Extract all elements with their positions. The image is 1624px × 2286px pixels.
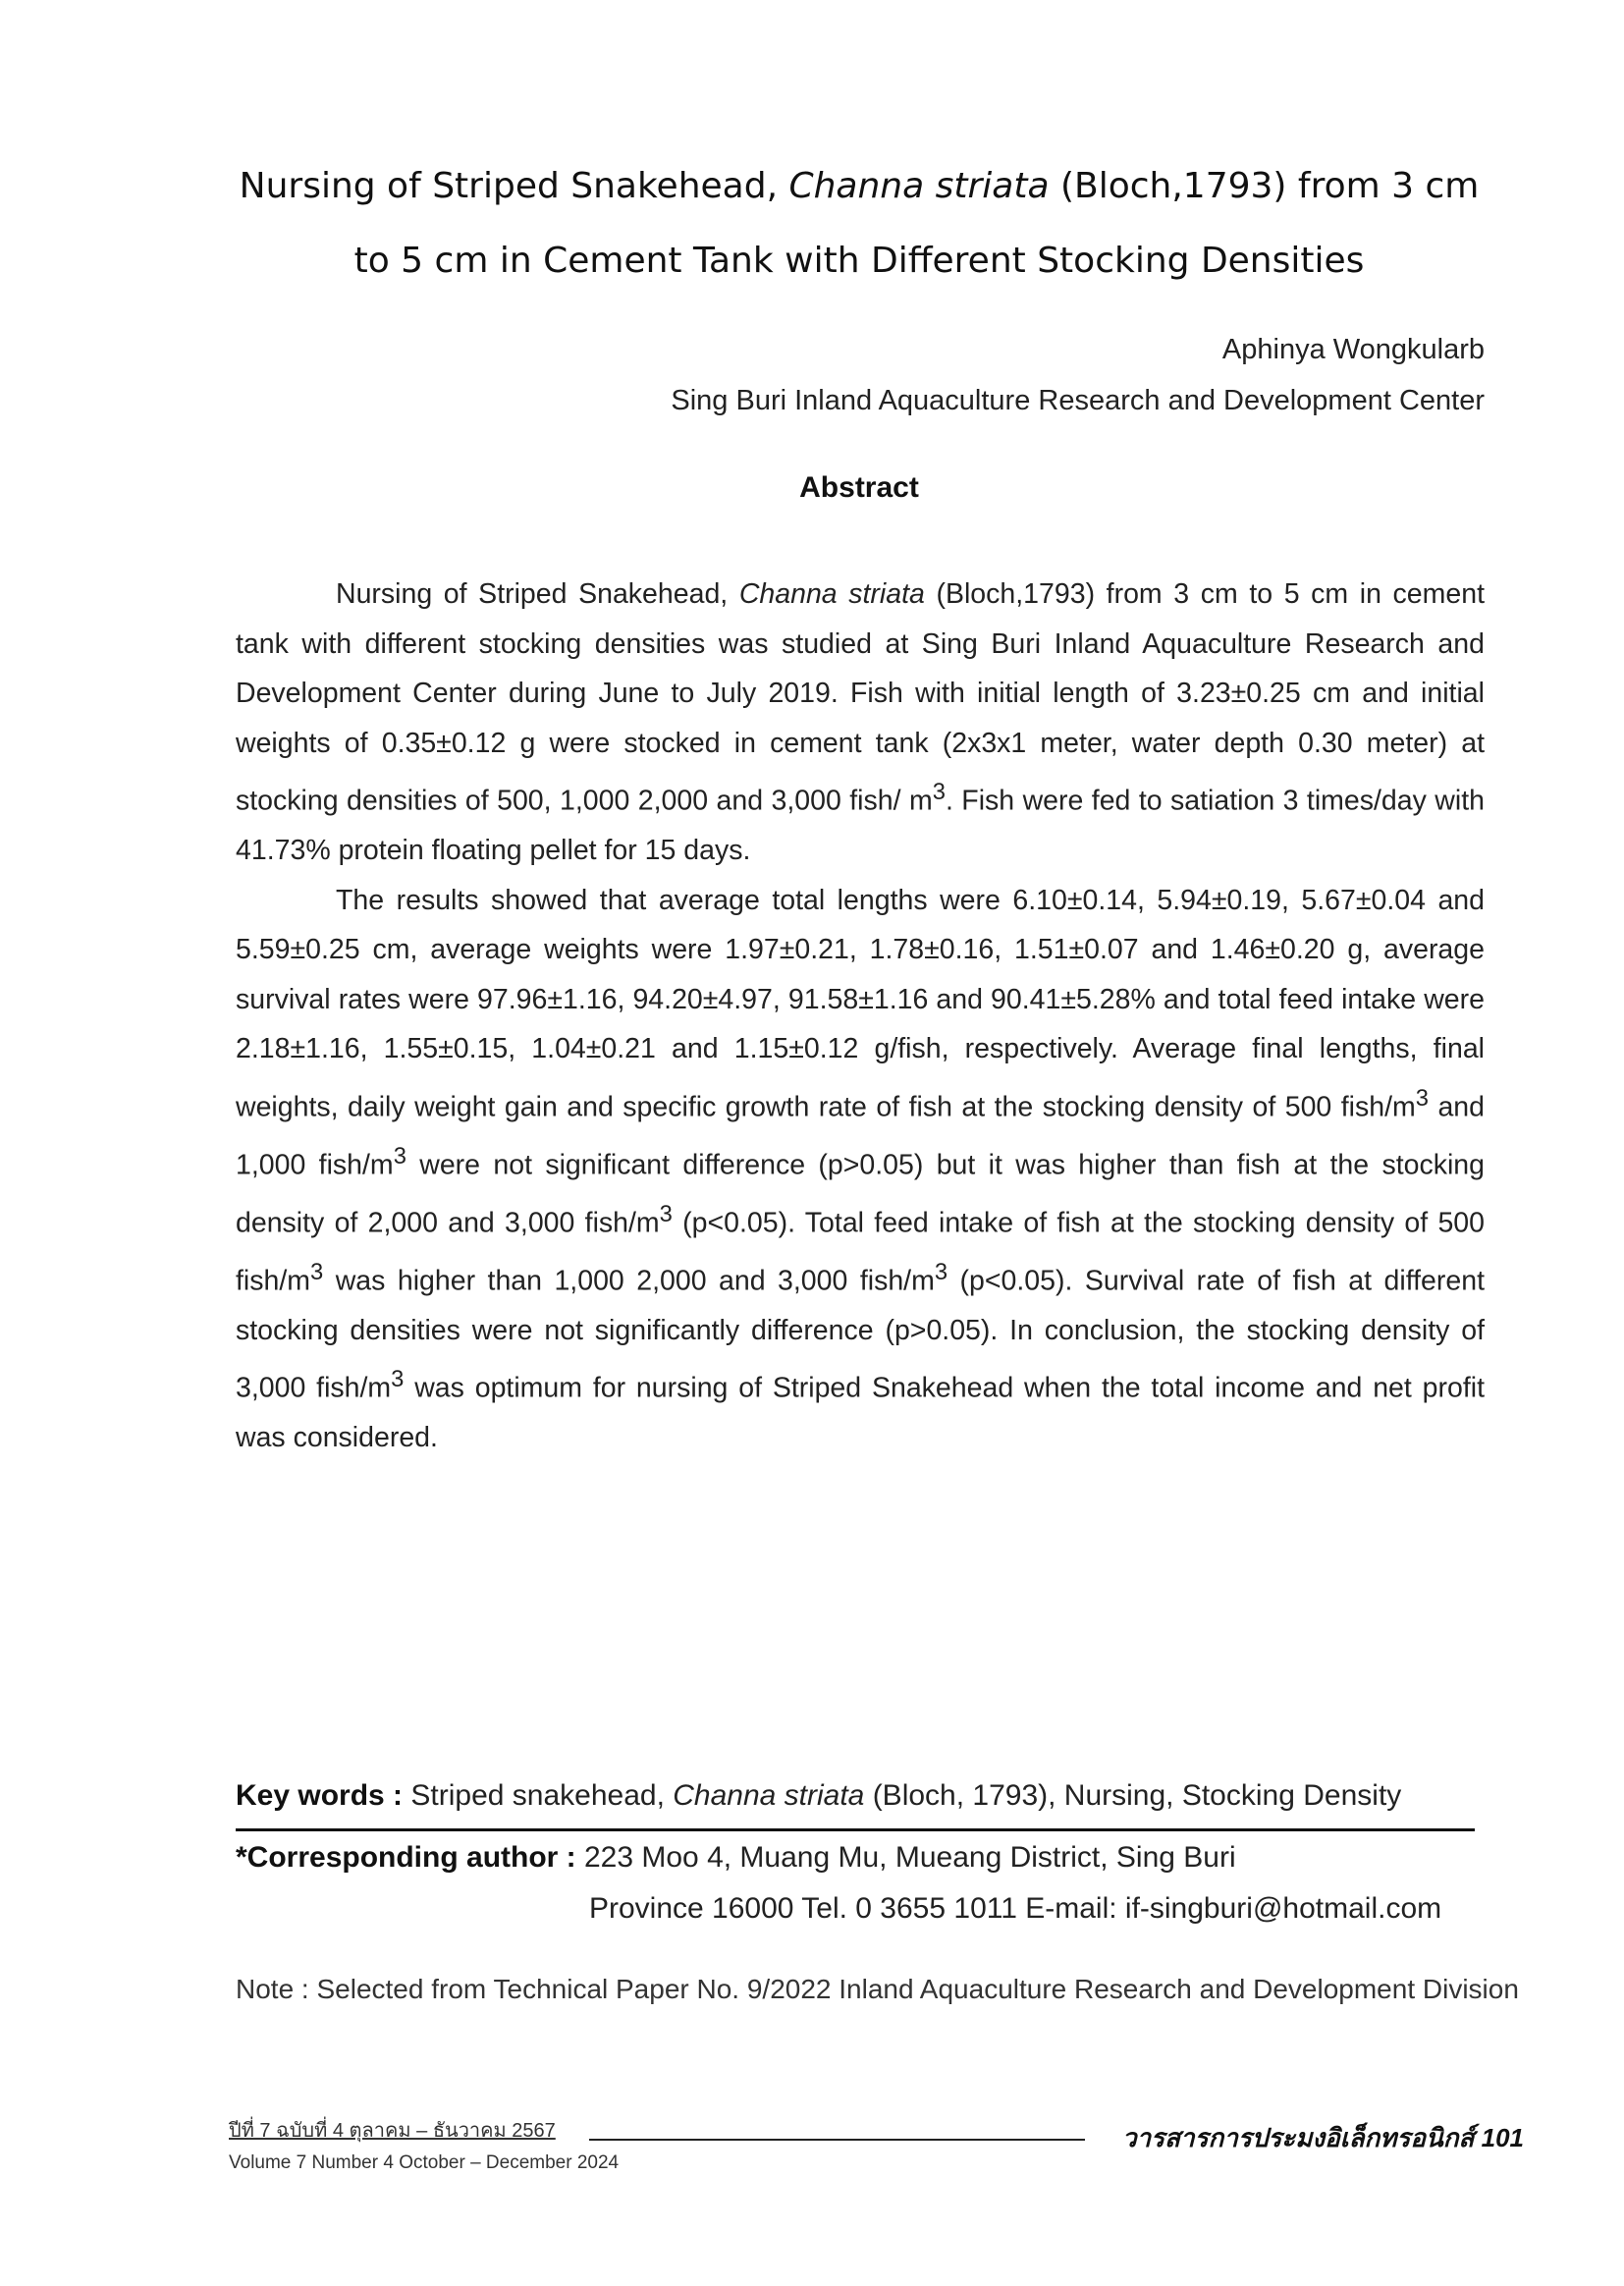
abstract-body [236, 570, 1485, 1463]
corresponding-label: *Corresponding author : [236, 1841, 576, 1874]
author-affiliation: Sing Buri Inland Aquaculture Research and Development Center [671, 385, 1485, 416]
corresponding-line-1: *Corresponding author : 223 Moo 4, Muang Mu, Mueang District, Sing Buri [236, 1841, 1236, 1874]
paper-title [196, 149, 1522, 299]
footer-english-issue: Volume 7 Number 4 October – December 2024 [229, 2152, 620, 2173]
footer-journal-page: วารสารการประมงอิเล็กทรอนิกส์ 101 [1121, 2123, 1524, 2152]
abstract-paragraph-1: Nursing of Striped Snakehead, Channa striata (Bloch,1793) from 3 cm to 5 cm in cement tank with different stocking densities was studied at Sing Buri Inland Aquaculture Research and Development Center during June to July 2019. Fish with initial length of 3.23±0.25 cm and initial weights of 0.35±0.12 g were stocked in cement tank (2x3x1 meter, water depth 0.30 meter) at stocking densities of 500, 1,000 2,000 and 3,000 fish/ $m^3$. Fish were fed to satiation 3 times/day with 41.73% protein floating pellet for 15 days. [236, 578, 1485, 866]
corresponding-author [236, 1832, 1441, 1934]
title-line-1: Nursing of Striped Snakehead, Channa striata (Bloch,1793) from 3 cm [239, 166, 1480, 206]
abstract-heading: Abstract [799, 471, 919, 504]
keywords-label: Key words : [236, 1779, 404, 1812]
footer-divider [589, 2139, 1085, 2141]
footer-thai-issue: ปีที่ 7 ฉบับที่ 4 ตุลาคม – ธันวาคม 2567 [229, 2120, 556, 2142]
title-species-name: Channa striata [788, 166, 1050, 206]
note: Note : Selected from Technical Paper No. 9/2022 Inland Aquaculture Research and Development Division [236, 1974, 1519, 2004]
abstract-paragraph-2: The results showed that average total lengths were 6.10±0.14, 5.94±0.19, 5.67±0.04 and 5.59±0.25 cm, average weights were 1.97±0.21, 1.78±0.16, 1.51±0.07 and 1.46±0.20 g, average survival rates were 97.96±1.16, 94.20±4.97, 91.58±1.16 and 90.41±5.28% and total feed intake were 2.18±1.16, 1.55±0.15, 1.04±0.21 and 1.15±0.12 g/fish, respectively. Average final lengths, final weights, daily weight gain and specific growth rate of fish at the stocking density of 500 fish/$m^3$ and 1,000 fish/$m^3$ were not significant difference (p>0.05) but it was higher than fish at the stocking density of 2,000 and 3,000 fish/$m^3$ (p<0.05). Total feed intake of fish at the stocking density of 500 fish/$m^3$ was higher than 1,000 2,000 and 3,000 fish/$m^3$ (p<0.05). Survival rate of fish at different stocking densities were not significantly difference (p>0.05). In conclusion, the stocking density of 3,000 fish/$m^3$ was optimum for nursing of Striped Snakehead when the total income and net profit was considered. [236, 884, 1486, 1453]
author-block [671, 324, 1485, 426]
author-name: Aphinya Wongkularb [1221, 334, 1485, 365]
title-line-2: to 5 cm in Cement Tank with Different Stocking Densities [353, 241, 1365, 281]
keywords: Key words : Striped snakehead, Channa striata (Bloch, 1793), Nursing, Stocking Density [236, 1779, 1402, 1812]
keywords-divider [236, 1828, 1475, 1831]
corresponding-line-2: Province 16000 Tel. 0 3655 1011 E-mail: if-singburi@hotmail.com [589, 1892, 1442, 1925]
